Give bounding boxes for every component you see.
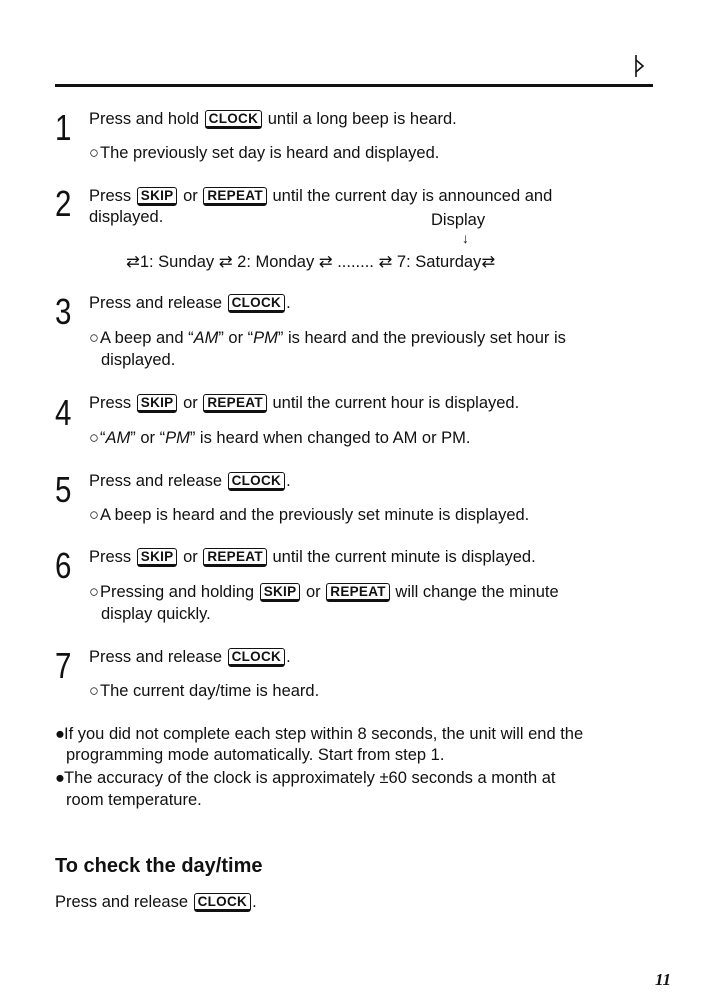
text: A beep and “ bbox=[100, 329, 194, 347]
hollow-bullet-icon: ○ bbox=[89, 429, 99, 447]
cycle-arrows-icon: ⇄ bbox=[126, 253, 140, 271]
text: “ bbox=[100, 429, 106, 447]
text: Press bbox=[89, 548, 136, 566]
hollow-bullet-icon: ○ bbox=[89, 506, 99, 524]
step-instruction bbox=[89, 293, 291, 313]
step-note bbox=[89, 428, 471, 448]
text: If you did not complete each step within 8 seconds, the unit will end the bbox=[64, 725, 584, 743]
cycle-arrows-icon: ⇄ bbox=[481, 253, 496, 271]
general-note-cont: programming mode automatically. Start from step 1. bbox=[66, 746, 445, 764]
continue-arrow-svg bbox=[633, 55, 645, 77]
cycle-arrows-icon: ⇄ bbox=[318, 253, 338, 271]
clock-key: CLOCK bbox=[194, 893, 252, 912]
day-item: 1: Sunday bbox=[139, 253, 215, 271]
pm-text: PM bbox=[253, 329, 278, 347]
text: until the current hour is displayed. bbox=[267, 394, 520, 412]
text: until a long beep is heard. bbox=[263, 110, 457, 128]
day-cycle bbox=[126, 252, 495, 272]
down-arrow-icon: ↓ bbox=[462, 230, 469, 246]
step-instruction bbox=[89, 393, 519, 413]
text: Press and hold bbox=[89, 110, 204, 128]
step-instruction bbox=[89, 547, 536, 567]
text: The current day/time is heard. bbox=[100, 682, 320, 700]
repeat-key: REPEAT bbox=[203, 187, 267, 206]
step-number: 7 bbox=[55, 645, 72, 686]
text: ” or “ bbox=[218, 329, 254, 347]
text: or bbox=[178, 187, 203, 205]
text: Press and release bbox=[89, 648, 227, 666]
continue-arrow-icon bbox=[633, 55, 645, 82]
text: Press and release bbox=[55, 893, 193, 911]
am-text: AM bbox=[105, 429, 131, 447]
text: . bbox=[286, 472, 291, 490]
bullet-icon: ● bbox=[55, 769, 65, 787]
am-text: AM bbox=[193, 329, 219, 347]
text: Pressing and holding bbox=[100, 583, 259, 601]
text: ” is heard when changed to AM or PM. bbox=[189, 429, 471, 447]
step-instruction bbox=[89, 471, 291, 491]
day-item: 7: Saturday bbox=[396, 253, 482, 271]
text: ” is heard and the previously set hour is bbox=[277, 329, 566, 347]
display-label: Display bbox=[431, 211, 486, 229]
section-title: To check the day/time bbox=[55, 855, 263, 877]
text: or bbox=[178, 394, 203, 412]
hollow-bullet-icon: ○ bbox=[89, 682, 99, 700]
general-note bbox=[55, 724, 583, 744]
text: Press bbox=[89, 394, 136, 412]
day-item: 2: Monday bbox=[237, 253, 315, 271]
text: . bbox=[286, 294, 291, 312]
skip-key: SKIP bbox=[137, 394, 178, 413]
text: . bbox=[252, 893, 257, 911]
step-instruction bbox=[89, 186, 552, 206]
step-number: 5 bbox=[55, 469, 72, 510]
text: or bbox=[178, 548, 203, 566]
step-number: 1 bbox=[55, 107, 72, 148]
text: will change the minute bbox=[390, 583, 559, 601]
text: until the current day is announced and bbox=[267, 187, 553, 205]
step-note-cont: display quickly. bbox=[101, 605, 211, 623]
cycle-arrows-icon: ⇄ bbox=[378, 253, 397, 271]
repeat-key: REPEAT bbox=[203, 548, 267, 567]
step-number: 2 bbox=[55, 183, 72, 224]
clock-key: CLOCK bbox=[228, 648, 286, 667]
text: . bbox=[286, 648, 291, 666]
step-note bbox=[89, 328, 566, 348]
step-number: 4 bbox=[55, 392, 72, 433]
day-item: ........ bbox=[337, 253, 374, 271]
text: The accuracy of the clock is approximately ±60 seconds a month at bbox=[64, 769, 556, 787]
hollow-bullet-icon: ○ bbox=[89, 583, 99, 601]
step-note bbox=[89, 582, 559, 602]
general-note bbox=[55, 768, 555, 788]
step-note bbox=[89, 143, 439, 163]
repeat-key: REPEAT bbox=[203, 394, 267, 413]
clock-key: CLOCK bbox=[205, 110, 263, 129]
text: Press bbox=[89, 187, 136, 205]
text: Press and release bbox=[89, 472, 227, 490]
text: Press and release bbox=[89, 294, 227, 312]
step-note bbox=[89, 681, 319, 701]
text: or bbox=[301, 583, 326, 601]
clock-key: CLOCK bbox=[228, 472, 286, 491]
text: The previously set day is heard and displayed. bbox=[100, 144, 440, 162]
pm-text: PM bbox=[165, 429, 190, 447]
step-note-cont: displayed. bbox=[101, 351, 176, 369]
step-instruction bbox=[89, 109, 457, 129]
step-instruction-cont: displayed. bbox=[89, 208, 164, 226]
header-rule bbox=[55, 84, 653, 87]
step-note bbox=[89, 505, 529, 525]
text: until the current minute is displayed. bbox=[267, 548, 536, 566]
text: A beep is heard and the previously set minute is displayed. bbox=[100, 506, 530, 524]
hollow-bullet-icon: ○ bbox=[89, 329, 99, 347]
skip-key: SKIP bbox=[260, 583, 301, 602]
skip-key: SKIP bbox=[137, 548, 178, 567]
page-number: 11 bbox=[655, 970, 672, 989]
step-instruction bbox=[89, 647, 291, 667]
clock-key: CLOCK bbox=[228, 294, 286, 313]
step-number: 3 bbox=[55, 291, 72, 332]
cycle-arrows-icon: ⇄ bbox=[218, 253, 238, 271]
bullet-icon: ● bbox=[55, 725, 65, 743]
repeat-key: REPEAT bbox=[326, 583, 390, 602]
general-note-cont: room temperature. bbox=[66, 791, 202, 809]
step-number: 6 bbox=[55, 545, 72, 586]
skip-key: SKIP bbox=[137, 187, 178, 206]
hollow-bullet-icon: ○ bbox=[89, 144, 99, 162]
check-instruction bbox=[55, 892, 257, 912]
text: ” or “ bbox=[130, 429, 166, 447]
